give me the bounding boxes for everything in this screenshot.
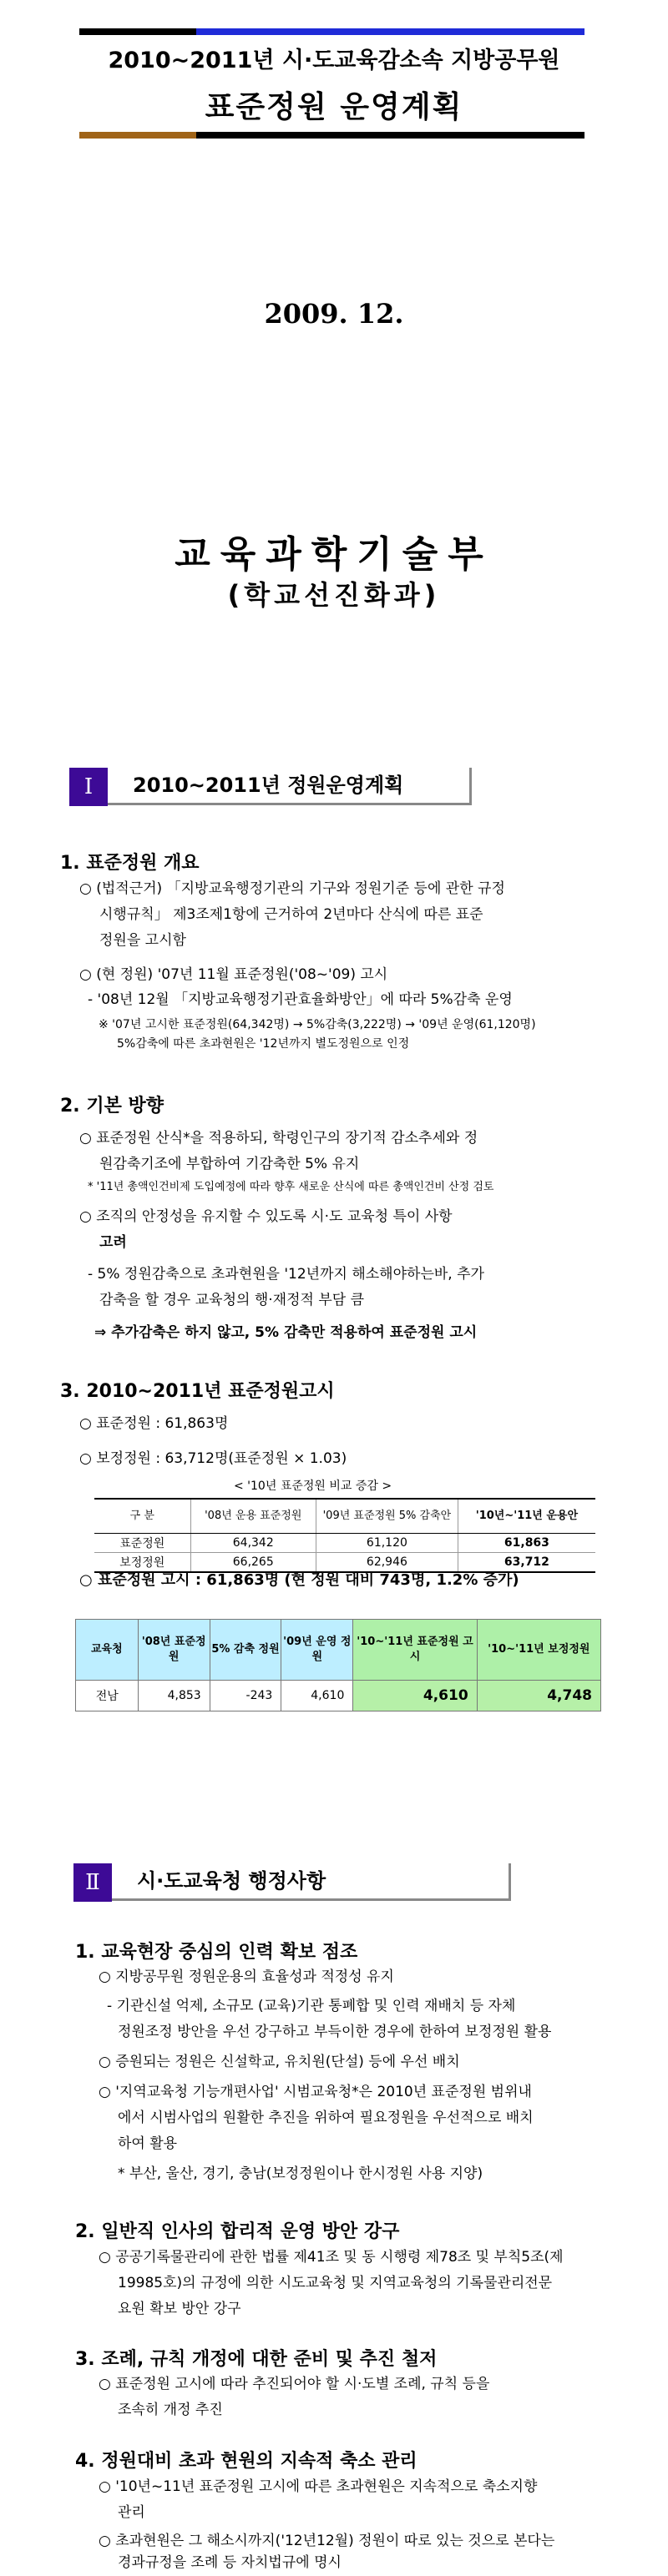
- jeonnam-cell: -243: [210, 1681, 281, 1711]
- comparison-cell: 66,265: [190, 1553, 316, 1573]
- s1-2-p3a: - 5% 정원감축으로 초과현원을 '12년까지 해소해야하는바, 추가: [88, 1266, 484, 1283]
- s2-1-note: * 부산, 울산, 경기, 충남(보정정원이나 한시정원 사용 지양): [118, 2165, 483, 2182]
- s2-1-p3: ○ 증원되는 정원은 신설학교, 유치원(단설) 등에 우선 배치: [99, 2054, 460, 2070]
- cover-date: 2009. 12.: [264, 298, 404, 330]
- s1-1-p1c: 정원을 고시함: [99, 932, 186, 949]
- jeonnam-cell: 4,610: [281, 1681, 353, 1711]
- section2-number: Ⅱ: [73, 1863, 112, 1902]
- s1-2-p1a: ○ 표준정원 산식*을 적용하되, 학령인구의 장기적 감소추세와 정: [79, 1130, 478, 1147]
- s1-1-p3: - '08년 12월 「지방교육행정기관효율화방안」에 따라 5%감축 운영: [88, 991, 513, 1008]
- s1-3-notice: ○ 표준정원 고시 : 61,863명 (현 정원 대비 743명, 1.2% 증가): [79, 1571, 519, 1589]
- cover-bar-top-black: [79, 28, 196, 35]
- jeonnam-cell: 4,610: [353, 1681, 477, 1711]
- s1-1-heading: 1. 표준정원 개요: [60, 853, 200, 874]
- s1-3-p2: ○ 보정정원 : 63,712명(표준정원 × 1.03): [79, 1450, 347, 1467]
- s1-2-p1b: 원감축기조에 부합하여 기감축한 5% 유지: [99, 1156, 360, 1172]
- s1-2-p2a: ○ 조직의 안정성을 유지할 수 있도록 시·도 교육청 특이 사항: [79, 1208, 453, 1225]
- s2-1-p1: ○ 지방공무원 정원운용의 효율성과 적정성 유지: [99, 1969, 394, 1985]
- section1-title: 2010~2011년 정원운영계획: [108, 768, 472, 805]
- jeonnam-header: '09년 운영 정원: [281, 1620, 353, 1681]
- comparison-header: '10년~'11년 운용안: [458, 1499, 595, 1534]
- jeonnam-header: 교육청: [76, 1620, 139, 1681]
- comparison-header: '09년 표준정원 5% 감축안: [316, 1499, 458, 1534]
- s1-3-p1: ○ 표준정원 : 61,863명: [79, 1415, 229, 1432]
- jeonnam-cell: 4,748: [477, 1681, 600, 1711]
- s1-2-p4: ⇒ 추가감축은 하지 않고, 5% 감축만 적용하여 표준정원 고시: [94, 1324, 478, 1341]
- comparison-header: '08년 운용 표준정원: [190, 1499, 316, 1534]
- comparison-cell: 61,863: [458, 1534, 595, 1553]
- s1-2-note: * '11년 총액인건비제 도입예정에 따라 향후 새로운 산식에 따른 총액인건비 산정 검토: [88, 1181, 494, 1193]
- s2-4-p1b: 관리: [118, 2504, 145, 2521]
- s1-1-note1: ※ '07년 고시한 표준정원(64,342명) → 5%감축(3,222명) → '09년 운영(61,120명): [99, 1018, 536, 1031]
- s2-4-heading: 4. 정원대비 초과 현원의 지속적 축소 관리: [75, 2451, 418, 2472]
- comparison-cell: 64,342: [190, 1534, 316, 1553]
- jeonnam-header: '10~'11년 보정정원: [477, 1620, 600, 1681]
- s2-4-p2a: ○ 초과현원은 그 해소시까지('12년12월) 정원이 따로 있는 것으로 본다는: [99, 2533, 555, 2549]
- s2-4-p1a: ○ '10년~11년 표준정원 고시에 따른 초과현원은 지속적으로 축소지향: [99, 2478, 538, 2495]
- s1-3-heading: 3. 2010~2011년 표준정원고시: [60, 1381, 335, 1402]
- section1-number: Ⅰ: [69, 768, 108, 806]
- s2-4-p2b: 경과규정을 조례 등 자치법규에 명시: [118, 2554, 342, 2571]
- comparison-header: 구 분: [94, 1499, 190, 1534]
- comparison-cell: 63,712: [458, 1553, 595, 1573]
- cover-title-line2: 표준정원 운영계획: [205, 90, 463, 124]
- s1-1-p2: ○ (현 정원) '07년 11월 표준정원('08~'09) 고시: [79, 966, 388, 983]
- s2-1-heading: 1. 교육현장 중심의 인력 확보 점조: [75, 1942, 358, 1963]
- section2-title: 시·도교육청 행정사항: [112, 1863, 511, 1901]
- s2-1-p4c: 하여 활용: [118, 2135, 178, 2152]
- jeonnam-cell: 전남: [76, 1681, 139, 1711]
- cover-bar-bottom-brown: [79, 132, 196, 139]
- jeonnam-header: '10~'11년 표준정원 고시: [353, 1620, 477, 1681]
- cover-bar-top-blue: [196, 28, 584, 35]
- comparison-cell: 보정정원: [94, 1553, 190, 1573]
- s1-1-p1a: ○ (법적근거) 「지방교육행정기관의 기구와 정원기준 등에 관한 규정: [79, 880, 505, 897]
- s1-1-note2: 5%감축에 따른 초과현원은 '12년까지 별도정원으로 인정: [117, 1037, 410, 1051]
- s1-2-p3b: 감축을 할 경우 교육청의 행·재정적 부담 큼: [99, 1292, 365, 1308]
- s2-2-heading: 2. 일반직 인사의 합리적 운영 방안 강구: [75, 2221, 400, 2242]
- s1-1-p1b: 시행규칙」 제3조제1항에 근거하여 2년마다 산식에 따른 표준: [99, 906, 483, 923]
- s2-3-p1b: 조속히 개정 추진: [118, 2402, 223, 2418]
- s1-3-table-caption: < '10년 표준정원 비교 증감 >: [234, 1480, 392, 1493]
- s2-1-p2b: 정원조정 방안을 우선 강구하고 부득이한 경우에 한하여 보정정원 활용: [118, 2024, 552, 2040]
- comparison-cell: 61,120: [316, 1534, 458, 1553]
- cover-bar-bottom-black: [196, 132, 584, 139]
- s1-2-p2b: 고려: [99, 1234, 127, 1251]
- s1-2-heading: 2. 기본 방향: [60, 1096, 164, 1117]
- jeonnam-table: [75, 1619, 601, 1711]
- cover-title-line1: 2010~2011년 시·도교육감소속 지방공무원: [108, 48, 560, 73]
- s2-2-p1a: ○ 공공기록물관리에 관한 법률 제41조 및 동 시행령 제78조 및 부칙5조(제: [99, 2249, 564, 2266]
- s2-2-p1c: 요원 확보 방안 강구: [118, 2301, 241, 2317]
- cover-org: 교육과학기술부: [175, 533, 493, 576]
- comparison-cell: 표준정원: [94, 1534, 190, 1553]
- s2-1-p4a: ○ '지역교육청 기능개편사업' 시범교육청*은 2010년 표준정원 범위내: [99, 2084, 532, 2100]
- s2-1-p2a: - 기관신설 억제, 소규모 (교육)기관 통폐합 및 인력 재배치 등 자체: [107, 1998, 516, 2014]
- comparison-cell: 62,946: [316, 1553, 458, 1573]
- jeonnam-cell: 4,853: [138, 1681, 210, 1711]
- s2-3-heading: 3. 조례, 규칙 개정에 대한 준비 및 추진 철저: [75, 2349, 438, 2370]
- s2-3-p1a: ○ 표준정원 고시에 따라 추진되어야 할 시·도별 조례, 규칙 등을: [99, 2376, 490, 2392]
- comparison-table: [94, 1498, 595, 1573]
- s2-2-p1b: 19985호)의 규정에 의한 시도교육청 및 지역교육청의 기록물관리전문: [118, 2275, 553, 2291]
- cover-dept: (학교선진화과): [227, 579, 441, 611]
- s2-1-p4b: 에서 시범사업의 원활한 추진을 위하여 필요정원을 우선적으로 배치: [118, 2110, 534, 2126]
- jeonnam-header: '08년 표준정원: [138, 1620, 210, 1681]
- jeonnam-header: 5% 감축 정원: [210, 1620, 281, 1681]
